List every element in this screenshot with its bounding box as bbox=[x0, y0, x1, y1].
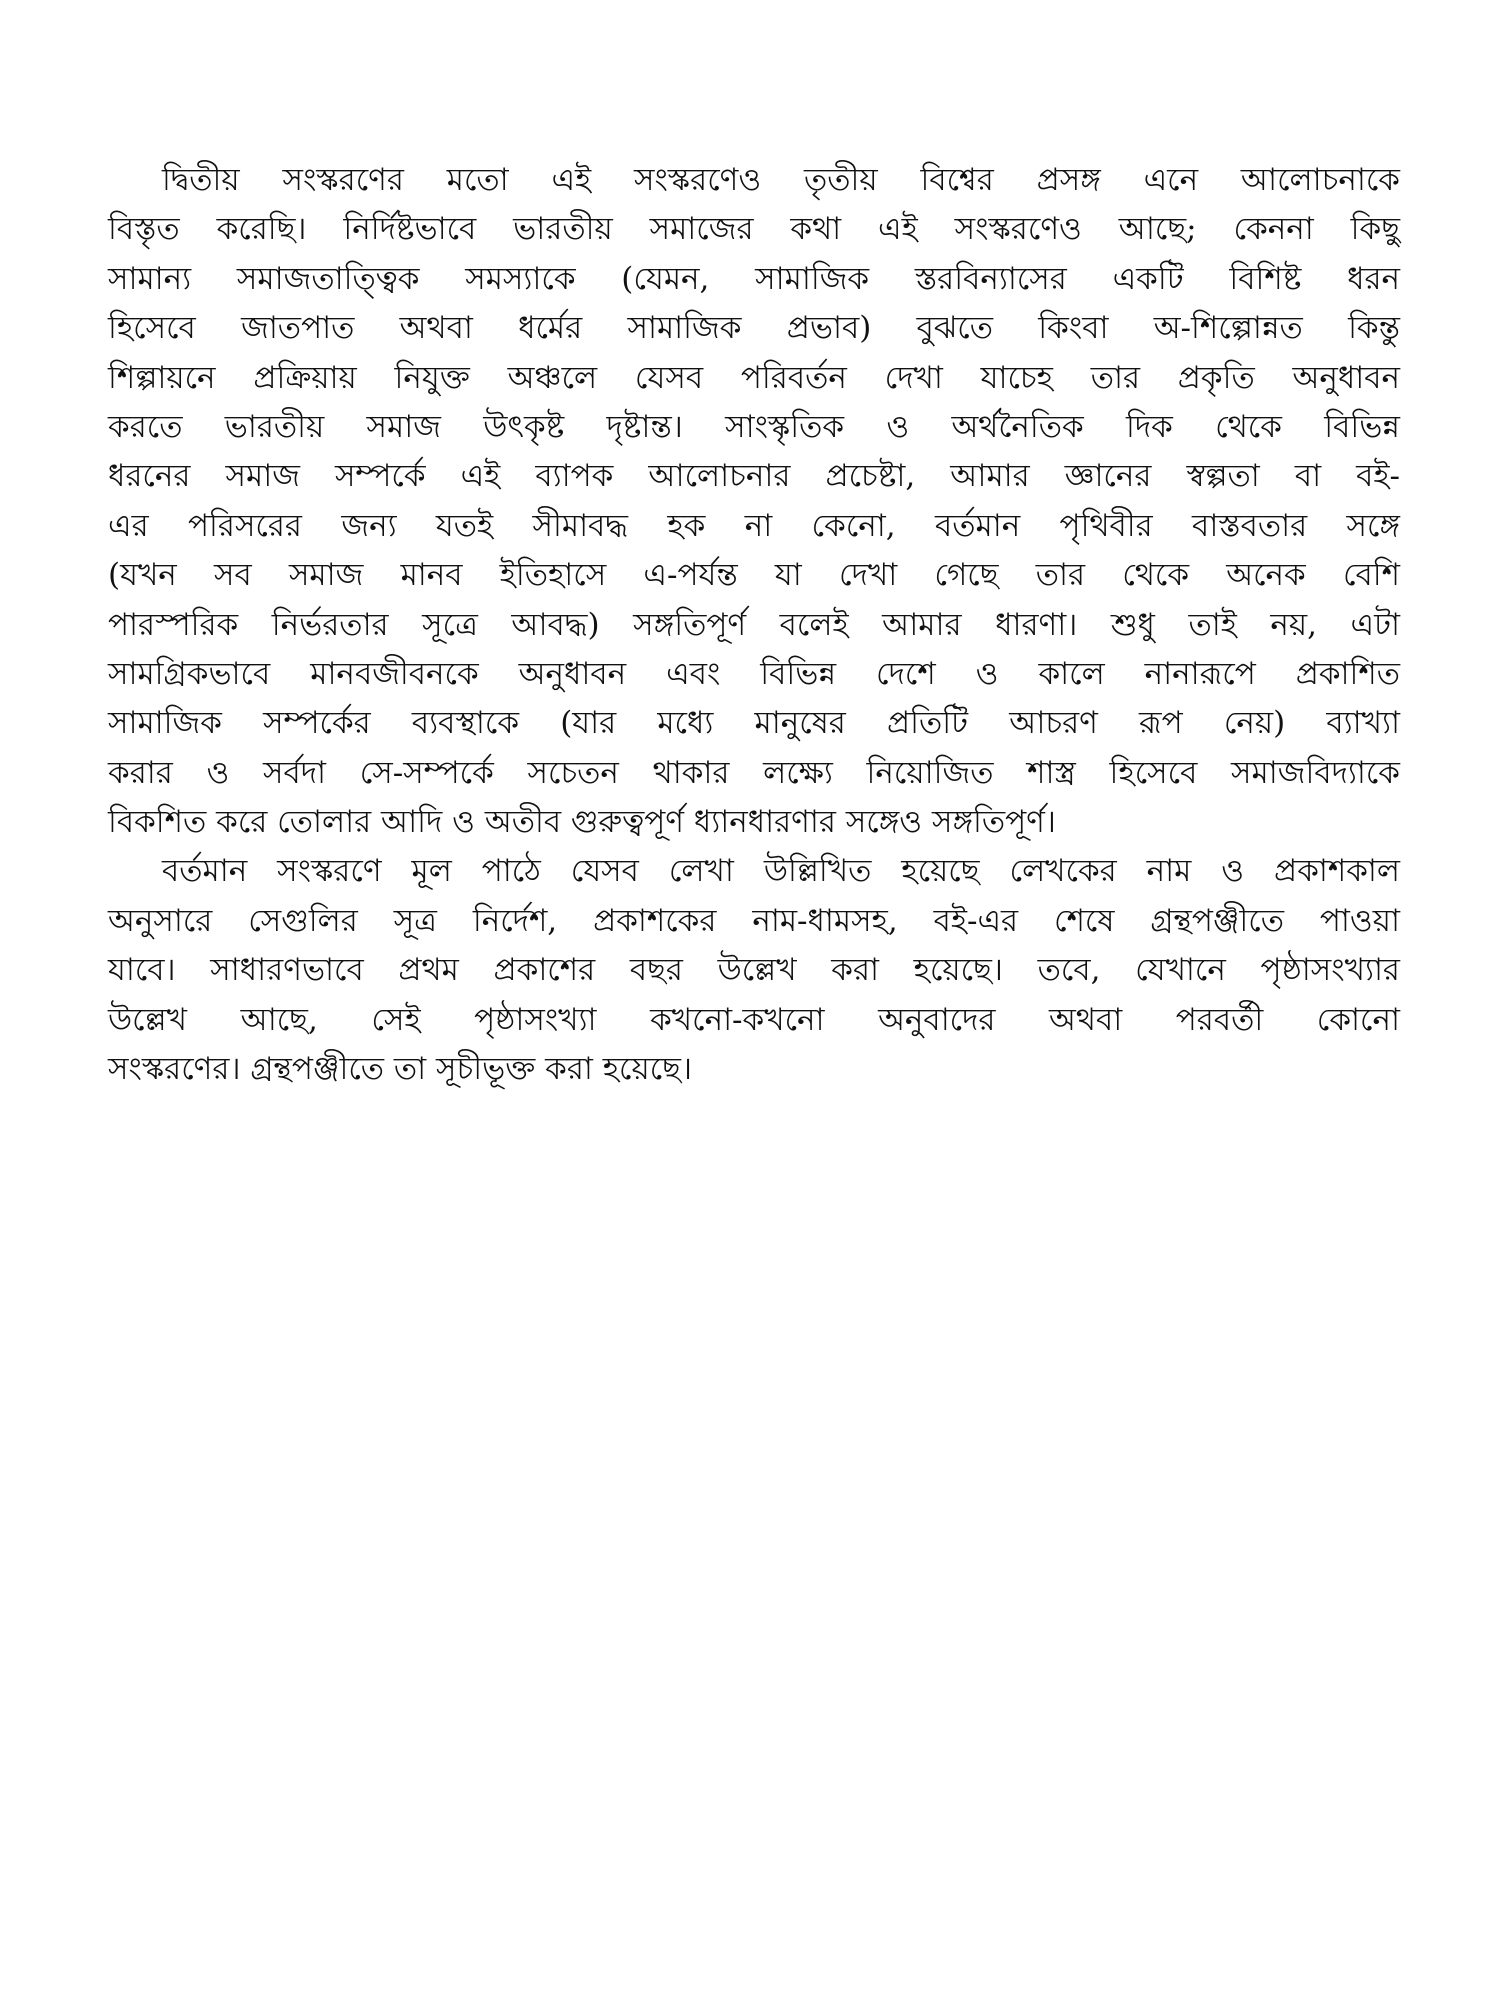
paragraph-2 bbox=[108, 847, 1400, 1094]
text-line: করার ও সর্বদা সে-সম্পর্কে সচেতন থাকার লক্ষ্যে নিয়োজিত শাস্ত্র হিসেবে সমাজবিদ্যাকে bbox=[108, 754, 1400, 791]
text-line: সংস্করণের। গ্রন্থপঞ্জীতে তা সূচীভূক্ত করা হয়েছে। bbox=[108, 1051, 693, 1088]
text-line: যাবে। সাধারণভাবে প্রথম প্রকাশের বছর উল্লেখ করা হয়েছে। তবে, যেখানে পৃষ্ঠাসংখ্যার bbox=[108, 952, 1400, 989]
text-line: দ্বিতীয় সংস্করণের মতো এই সংস্করণেও তৃতীয় বিশ্বের প্রসঙ্গ এনে আলোচনাকে bbox=[162, 162, 1400, 198]
text-line: পারস্পরিক নির্ভরতার সূত্রে আবদ্ধ) সঙ্গতিপূর্ণ বলেই আমার ধারণা। শুধু তাই নয়, এটা bbox=[108, 606, 1400, 643]
text-line: বিকশিত করে তোলার আদি ও অতীব গুরুত্বপূর্ণ ধ্যানধারণার সঙ্গেও সঙ্গতিপূর্ণ। bbox=[108, 804, 1057, 841]
text-line: সামান্য সমাজতাত্ত্বিক সমস্যাকে (যেমন, সামাজিক স্তরবিন্যাসের একটি বিশিষ্ট ধরন bbox=[108, 260, 1400, 297]
text-line: (যখন সব সমাজ মানব ইতিহাসে এ-পর্যন্ত যা দেখা গেছে তার থেকে অনেক বেশি bbox=[108, 557, 1400, 594]
paragraph-1 bbox=[108, 156, 1400, 847]
text-line: ধরনের সমাজ সম্পর্কে এই ব্যাপক আলোচনার প্রচেষ্টা, আমার জ্ঞানের স্বল্পতা বা বই- bbox=[108, 458, 1400, 495]
text-line: এর পরিসরের জন্য যতই সীমাবদ্ধ হক না কেনো, বর্তমান পৃথিবীর বাস্তবতার সঙ্গে bbox=[108, 507, 1400, 544]
text-line: অনুসারে সেগুলির সূত্র নির্দেশ, প্রকাশকের নাম-ধামসহ, বই-এর শেষে গ্রন্থপঞ্জীতে পাওয়া bbox=[108, 902, 1400, 939]
text-line: বিস্তৃত করেছি। নির্দিষ্টভাবে ভারতীয় সমাজের কথা এই সংস্করণেও আছে; কেননা কিছু bbox=[108, 211, 1400, 248]
text-line: বর্তমান সংস্করণে মূল পাঠে যেসব লেখা উল্লিখিত হয়েছে লেখকের নাম ও প্রকাশকাল bbox=[162, 853, 1400, 890]
text-line: সামগ্রিকভাবে মানবজীবনকে অনুধাবন এবং বিভিন্ন দেশে ও কালে নানারূপে প্রকাশিত bbox=[108, 655, 1400, 692]
text-line: সামাজিক সম্পর্কের ব্যবস্থাকে (যার মধ্যে মানুষের প্রতিটি আচরণ রূপ নেয়) ব্যাখ্যা bbox=[108, 705, 1400, 742]
text-block bbox=[108, 156, 1400, 1094]
text-line: শিল্পায়নে প্রক্রিয়ায় নিযুক্ত অঞ্চলে যেসব পরিবর্তন দেখা যাচেহ তার প্রকৃতি অনুধাবন bbox=[108, 359, 1400, 396]
text-line: করতে ভারতীয় সমাজ উৎকৃষ্ট দৃষ্টান্ত। সাংস্কৃতিক ও অর্থনৈতিক দিক থেকে বিভিন্ন bbox=[108, 408, 1400, 445]
text-line: হিসেবে জাতপাত অথবা ধর্মের সামাজিক প্রভাব) বুঝতে কিংবা অ-শিল্পোন্নত কিন্তু bbox=[108, 310, 1400, 347]
text-line: উল্লেখ আছে, সেই পৃষ্ঠাসংখ্যা কখনো-কখনো অনুবাদের অথবা পরবর্তী কোনো bbox=[108, 1001, 1400, 1038]
